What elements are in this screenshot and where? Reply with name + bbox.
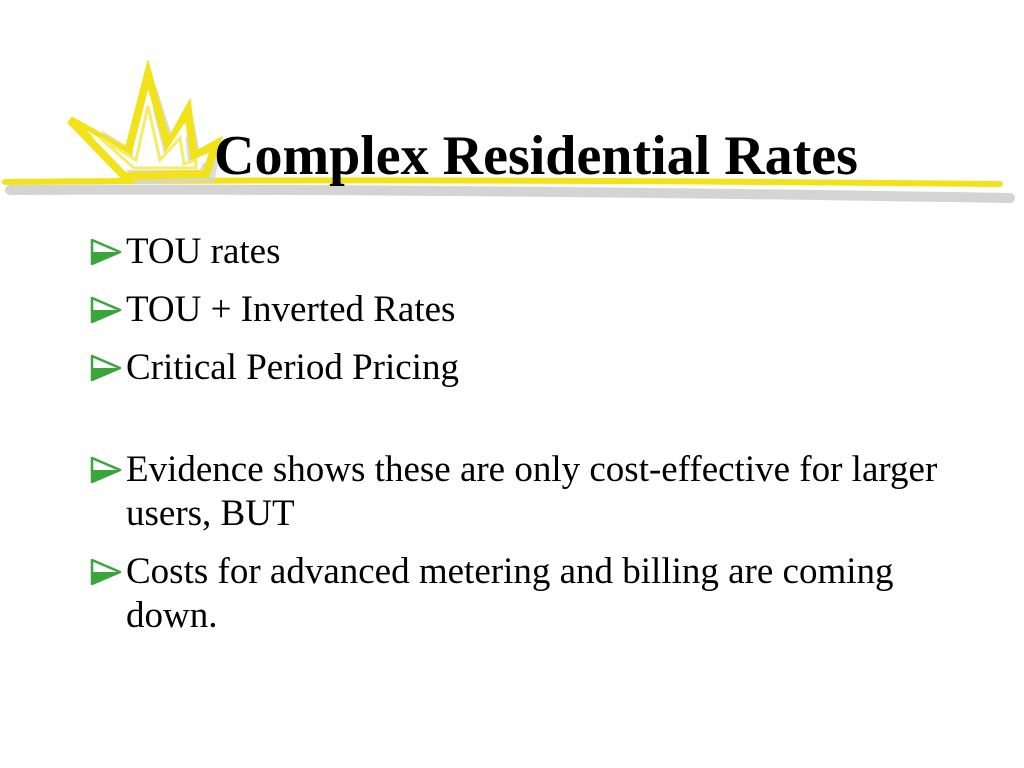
list-item bbox=[90, 230, 970, 274]
list-item bbox=[90, 346, 970, 390]
list-item bbox=[90, 550, 970, 638]
slide-title: Complex Residential Rates bbox=[214, 125, 858, 187]
title-rule-shadow bbox=[10, 190, 1010, 198]
arrow-bullet-icon bbox=[90, 558, 122, 586]
bullet-text: Critical Period Pricing bbox=[126, 347, 459, 388]
bullet-text: Evidence shows these are only cost-effective for larger users, BUT bbox=[126, 449, 938, 534]
arrow-bullet-icon bbox=[90, 296, 122, 324]
bullet-text: TOU + Inverted Rates bbox=[126, 289, 456, 330]
bullet-list bbox=[90, 230, 970, 652]
bullet-text: Costs for advanced metering and billing are coming down. bbox=[126, 551, 894, 636]
bullet-text: TOU rates bbox=[126, 231, 281, 272]
arrow-bullet-icon bbox=[90, 456, 122, 484]
list-item bbox=[90, 288, 970, 332]
arrow-bullet-icon bbox=[90, 238, 122, 266]
list-item bbox=[90, 448, 970, 536]
arrow-bullet-icon bbox=[90, 354, 122, 382]
